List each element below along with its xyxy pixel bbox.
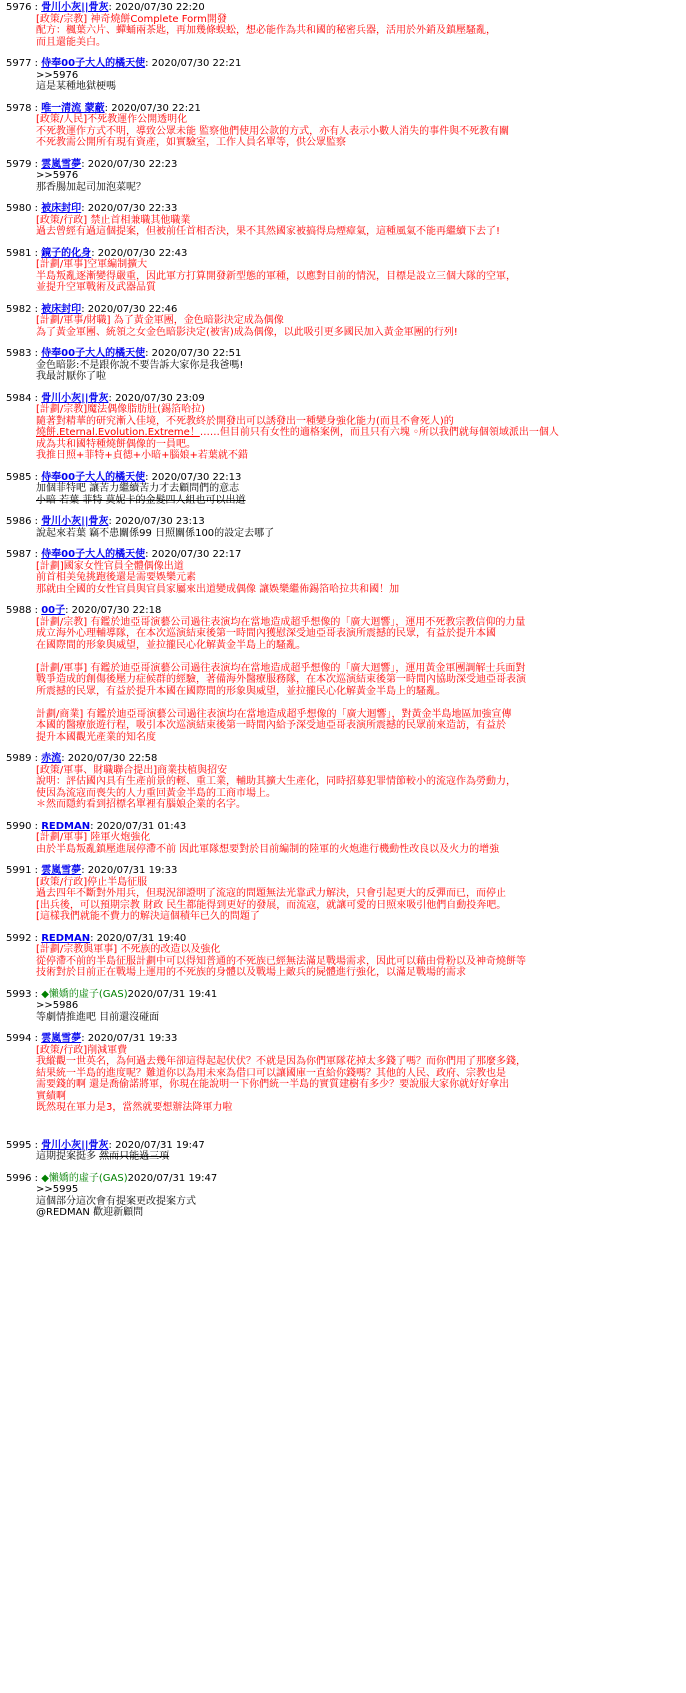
post-line: 我縱觀一世英名，為何過去幾年卻這得起起伏伏？不就是因為你們軍隊花掉太多錢了嗎？而你們用了那麼多錢，: [36, 1056, 526, 1067]
post-line: 這是某種地獄梗嗎: [36, 81, 116, 92]
separator: :: [108, 1139, 116, 1151]
post-datetime: 2020/07/30 22:23: [87, 158, 178, 170]
post-line: [政策/人民]不死教運作公開透明化: [36, 114, 188, 125]
post-line: [36, 697, 680, 709]
post-line: [計劃/宗教與軍事] 不死族的改造以及強化: [36, 944, 221, 955]
post-line: [這樣我們就能不費力的解決這個積年已久的問題了: [36, 911, 260, 922]
post-number: 5979: [6, 158, 32, 170]
post-line: 本國的醫療旅遊行程，吸引本次巡演結束後第一時間內給予深受迪亞哥表演所震撼的民眾前來造訪，有益於: [36, 720, 506, 731]
separator: :: [31, 158, 42, 170]
post-datetime: 2020/07/30 22:20: [115, 2, 205, 13]
post-body: [6, 1151, 680, 1163]
post-header: [6, 248, 680, 260]
separator: :: [145, 348, 152, 359]
post-line: 我最討厭你了啦: [36, 371, 106, 382]
post-body: [6, 315, 680, 338]
post-line: 成為共和國特種燒餅偶像的一員吧。: [36, 438, 196, 450]
post-line: 戰爭造成的創傷後壓力症候群的經驗，著備海外醫療服務隊，在本次巡演結束後第一時間內協助深受迪亞哥表演: [36, 674, 526, 685]
post-number: 5992: [6, 932, 32, 944]
post-datetime: 2020/07/30 22:58: [67, 753, 158, 764]
post: [6, 304, 680, 339]
separator: :: [31, 348, 42, 359]
post-header: [6, 304, 680, 316]
post-header: [6, 348, 680, 360]
post-line: [計劃/軍事/財職] 為了黃金軍團，金色暗影決定成為偶像: [36, 315, 284, 326]
separator: :: [81, 203, 88, 214]
separator: :: [31, 203, 42, 214]
post-datetime: 2020/07/31 19:33: [87, 865, 178, 876]
post-header: [6, 58, 680, 70]
post-line: 說起來若葉 竊不患關係99 日照關係100的設定去哪了: [36, 527, 275, 539]
separator: :: [31, 605, 42, 616]
line-segment: 這期提案挺多: [36, 1151, 100, 1162]
line-segment: 然而只能過三項: [99, 1151, 170, 1162]
author-link[interactable]: 00子: [41, 605, 66, 616]
post-header: [6, 516, 680, 528]
post-line: [36, 651, 680, 663]
post-datetime: 2020/07/30 22:43: [97, 247, 188, 259]
post-line: 需要錢的啊 還是喬偷諾將軍，你現在能說明一下你們統一半島的實質建樹有多少？要說服大家你就好好拿出: [36, 1079, 510, 1090]
post-body: [6, 404, 680, 462]
author-link[interactable]: REDMAN: [41, 932, 91, 944]
author-link[interactable]: 雲嵐雪夢: [41, 865, 82, 876]
separator: :: [31, 471, 42, 483]
post-datetime: 2020/07/30 22:51: [151, 348, 242, 359]
post-line: 為了黃金軍團、統領之女金色暗影決定(被害)成為偶像，以此吸引更多國民加入黃金軍團的行列!: [36, 326, 458, 338]
post-line: ＊然而隱約看到招標名單裡有腦娘企業的名字。: [36, 799, 246, 810]
post-line: [36, 1151, 680, 1163]
post-line: >>5976: [36, 69, 79, 81]
post-header: [6, 203, 680, 215]
separator: :: [90, 820, 97, 832]
post-body: [6, 170, 680, 193]
post-body: [6, 617, 680, 744]
post-body: [6, 877, 680, 923]
separator: :: [31, 820, 42, 832]
post-line: [政策/行政] 禁止首相兼職其他職業: [36, 214, 191, 226]
author-link[interactable]: 侍奉00子大人的橘天使: [41, 348, 146, 359]
post-datetime: 2020/07/31 19:41: [127, 988, 218, 1000]
author-link[interactable]: 骨川小灰||骨灰: [41, 2, 109, 13]
post: [6, 1173, 680, 1219]
post-line: [政策/宗教] 神奇燒餅Complete Form開發: [36, 13, 227, 25]
post-header: [6, 472, 680, 484]
post: [6, 549, 680, 595]
post-header: [6, 821, 680, 833]
author-link[interactable]: 骨川小灰||骨灰: [41, 392, 109, 404]
post-line: @REDMAN 歡迎新顧問: [36, 1207, 144, 1218]
separator: :: [145, 58, 152, 69]
post-datetime: 2020/07/30 23:09: [115, 392, 205, 404]
post-line: 那香腸加起司加泡菜呢？: [36, 181, 146, 193]
separator: :: [31, 247, 42, 259]
post-number: 5982: [6, 303, 32, 315]
post-number: 5993: [6, 988, 32, 1000]
separator: :: [31, 549, 42, 560]
post-body: [6, 1045, 680, 1114]
post-datetime: 2020/07/31 01:43: [96, 820, 187, 832]
post-line: 並提升空軍戰術及武器品質: [36, 282, 156, 293]
post-header: [6, 865, 680, 877]
post-line: 過去四年不斷對外用兵，但現況卻證明了流寇的問題無法光靠武力解決，只會引起更大的反彈而已，而停止: [36, 888, 506, 899]
post-line: 結果統一半島的進度呢？難道你以為用未來為借口可以讓國庫一直給你錢嗎？其他的人民、政府、宗教也是: [36, 1067, 506, 1079]
post-body: [6, 14, 680, 49]
separator: :: [108, 2, 116, 13]
line-segment: ……但目前只有女性的適格案例，而且只有六塊 ◦所以我們就每個領域派出一個人: [199, 427, 559, 438]
post-line: 由於半島叛亂鎮壓進展停滯不前 因此軍隊想要對於目前編制的陸軍的火炮進行機動性改良以及火力的增強: [36, 843, 500, 855]
post-number: 5994: [6, 1033, 32, 1044]
post-number: 5977: [6, 58, 32, 69]
post-line: [計劃/宗教] 有鑑於迪亞哥演藝公司過往表演均在當地造成超乎想像的「廣大迴響」，運用不死教宗教信仰的力量: [36, 616, 526, 628]
post-number: 5983: [6, 348, 32, 359]
post-number: 5984: [6, 392, 32, 404]
post-body: [6, 114, 680, 149]
post-datetime: 2020/07/31 19:47: [127, 1172, 218, 1184]
separator: :: [31, 865, 42, 876]
post-line: 說明：評估國內具有生產前景的輕、重工業，輔助其擴大生產化，同時招募犯罪情節較小的流寇作為勞動力，: [36, 776, 516, 787]
separator: :: [81, 158, 88, 170]
post-line: 金色暗影:不是跟你說不要告訴大家你是我爸嗎!: [36, 359, 244, 371]
post: [6, 933, 680, 979]
author-link[interactable]: 雲嵐雪夢: [41, 1033, 82, 1044]
post: [6, 472, 680, 507]
post-line: >>5976: [36, 170, 79, 181]
separator: :: [145, 471, 152, 483]
separator: :: [31, 1033, 42, 1044]
author-link[interactable]: 被床封印: [41, 203, 82, 214]
post: [6, 393, 680, 462]
post-header: [6, 1140, 680, 1152]
separator: :: [31, 988, 42, 1000]
post-header: [6, 549, 680, 561]
post: [6, 2, 680, 48]
separator: :: [61, 753, 68, 764]
post-line: >>5986: [36, 1000, 79, 1011]
post-line: 成立海外心理輔導隊，在本次巡演結束後第一時間內獲慰深受迪亞哥表演所震撼的民眾，有益於提升本國: [36, 628, 496, 639]
author-link[interactable]: 侍奉00子大人的橘天使: [41, 471, 146, 483]
separator: :: [108, 392, 116, 404]
post-datetime: 2020/07/30 22:33: [87, 203, 178, 214]
post-number: 5990: [6, 820, 32, 832]
post-header: [6, 393, 680, 405]
post-header: [6, 605, 680, 617]
post-line: 我推日照+菲特+貞德+小暗+腦娘+若葉就不錯: [36, 450, 248, 461]
post-datetime: 2020/07/30 22:17: [151, 549, 242, 560]
post-body: [6, 215, 680, 238]
post-header: [6, 2, 680, 14]
post: [6, 1033, 680, 1114]
post-line: [出兵後，可以預期宗教 財政 民生都能得到更好的發展，而流寇，就讓可愛的日照來吸引他們自動投奔吧。: [36, 899, 507, 911]
post: [6, 753, 680, 811]
post-body: [6, 528, 680, 540]
post-line: 小暗 若葉 菲特 莫妮卡的金髮四人組也可以出道: [36, 494, 246, 506]
post: [6, 248, 680, 294]
post-line: 使因為流寇而喪失的人力重回黃金半島的工商市場上。: [36, 787, 276, 799]
post-header: [6, 1033, 680, 1045]
post-header: [6, 753, 680, 765]
post-number: 5986: [6, 516, 32, 527]
post-line: [政策/軍事、財職聯合提出]商業扶植與招安: [36, 764, 228, 776]
post-number: 5976: [6, 2, 32, 13]
post: [6, 159, 680, 194]
author-link: ◆懶嬌的虛子(GAS): [41, 988, 128, 1000]
post-line: [計劃/軍事] 有鑑於迪亞哥演藝公司過往表演均在當地造成超乎想像的「廣大迴響」，運用黃金軍團調解士兵面對: [36, 662, 526, 674]
author-link[interactable]: 骨川小灰||骨灰: [41, 516, 109, 527]
author-link[interactable]: 骨川小灰||骨灰: [41, 1139, 109, 1151]
separator: :: [81, 303, 88, 315]
post-line: 這個部分這次會有提案更改提案方式: [36, 1195, 196, 1207]
author-link[interactable]: 鏡子的化身: [41, 247, 92, 259]
separator: :: [104, 102, 112, 114]
author-link[interactable]: 雲嵐雪夢: [41, 158, 82, 170]
post-body: [6, 561, 680, 596]
separator: :: [108, 516, 116, 527]
post-line: 加個菲特吧 讓苦力繼續苦力才去顧問們的意志: [36, 483, 240, 494]
post-line: 既然現在軍力是3，當然就要想辦法降軍力啦: [36, 1102, 233, 1113]
separator: :: [31, 102, 42, 114]
post-number: 5991: [6, 865, 32, 876]
separator: :: [91, 247, 98, 259]
post-header: [6, 103, 680, 115]
separator: :: [31, 516, 42, 527]
post-body: [6, 259, 680, 294]
post-line: 技術對於目前正在戰場上運用的不死族的身體以及戰場上敵兵的屍體進行強化，以滿足戰場的需求: [36, 967, 466, 978]
separator: :: [81, 865, 88, 876]
post-body: [6, 360, 680, 383]
post-line: [政策/行政]削減軍費: [36, 1044, 128, 1056]
post-line: 前首相美兔挑跑後還是需要娛樂元素: [36, 572, 196, 583]
post-line: [36, 427, 680, 439]
post: [6, 865, 680, 923]
post-body: [6, 1000, 680, 1023]
post-line: [計劃/軍事] 陸軍火炮強化: [36, 832, 151, 843]
post-body: [6, 944, 680, 979]
post: [6, 348, 680, 383]
post-line: 所震撼的民眾，有益於提升本國在國際間的形象與威望，並拉攏民心化解黃金半島上的騷亂。: [36, 685, 446, 697]
separator: :: [31, 1172, 42, 1184]
post-line: >>5995: [36, 1184, 79, 1195]
separator: :: [31, 303, 42, 315]
line-segment: 燒餅.Eternal.Evolution.Extreme！: [36, 427, 200, 438]
post-line: [計劃]國家女性官員全體偶像出道: [36, 560, 184, 572]
post-body: [6, 1184, 680, 1219]
separator: :: [31, 1139, 42, 1151]
post-datetime: 2020/07/30 22:13: [151, 471, 242, 483]
post: [6, 989, 680, 1024]
post-line: 不死教運作方式不明，導致公眾未能 監察他們使用公款的方式，亦有人表示小數人消失的事件與不死教有關: [36, 125, 510, 137]
post-line: 那就由全國的女性官員與官員家屬來出道變成偶像 讓娛樂繼佈錫箔哈拉共和國！加: [36, 583, 400, 595]
post: [6, 605, 680, 743]
separator: :: [145, 549, 152, 560]
post-header: [6, 1173, 680, 1185]
post-number: 5987: [6, 549, 32, 560]
separator: :: [31, 58, 42, 69]
post: [6, 1140, 680, 1163]
author-link[interactable]: 唯一清流 蒙蔽: [41, 102, 105, 114]
post-line: 半島叛亂逐漸變得嚴重，因此軍方打算開發新型態的軍種，以應對目前的情況，目標是設立三個大隊的空軍，: [36, 270, 516, 282]
post-line: 實績啊: [36, 1090, 66, 1102]
post-header: [6, 159, 680, 171]
post-line: 配方：楓葉六片、蟬蛹兩茶匙，再加幾條蜈蚣，想必能作為共和國的秘密兵器，活用於外銷及鎮壓騷亂，: [36, 25, 496, 36]
author-link[interactable]: 被床封印: [41, 303, 82, 315]
post-datetime: 2020/07/30 22:21: [111, 102, 201, 114]
author-link[interactable]: 赤流: [41, 753, 62, 764]
post-datetime: 2020/07/30 22:21: [151, 58, 242, 69]
author-link[interactable]: 侍奉00子大人的橘天使: [41, 549, 146, 560]
post-datetime: 2020/07/31 19:40: [96, 932, 187, 944]
post-line: 從停滯不前的半島征服計劃中可以得知普通的不死族已經無法滿足戰場需求，因此可以藉由骨粉以及神奇燒餅等: [36, 955, 526, 967]
post: [6, 58, 680, 93]
post-line: 隨著對精華的研究漸入佳境，不死教終於開發出可以誘發出一種變身強化能力(而且不會死人)的: [36, 415, 454, 427]
post-line: [政策/行政]停止半島征服: [36, 876, 148, 888]
post-number: 5978: [6, 102, 32, 114]
separator: :: [31, 2, 42, 13]
post-line: 不死教需公開所有現有資產，如實驗室，工作人員名單等，供公眾監察: [36, 137, 346, 148]
post-datetime: 2020/07/30 22:18: [71, 605, 162, 616]
post-body: [6, 765, 680, 811]
author-link[interactable]: 侍奉00子大人的橘天使: [41, 58, 146, 69]
post-number: 5988: [6, 605, 32, 616]
post-body: [6, 70, 680, 93]
separator: :: [31, 753, 42, 764]
post-body: [6, 483, 680, 506]
post-line: [計劃/宗教]魔法偶像脂肪肚(錫箔哈拉): [36, 404, 205, 415]
post-body: [6, 832, 680, 855]
post-line: 計劃/商業] 有鑑於迪亞哥演藝公司過往表演均在當地造成超乎想像的「廣大迴響」，對黃金半島地區加強宣傳: [36, 708, 512, 720]
author-link: ◆懶嬌的虛子(GAS): [41, 1172, 128, 1184]
post-datetime: 2020/07/31 19:47: [115, 1139, 205, 1151]
post-datetime: 2020/07/30 23:13: [115, 516, 205, 527]
separator: :: [31, 392, 42, 404]
separator: :: [90, 932, 97, 944]
post: [6, 516, 680, 539]
post-number: 5981: [6, 247, 32, 259]
post-line: 過去曾經有過這個提案，但被前任首相否決，果不其然國家被搞得烏煙瘴氣，這種風氣不能再繼續下去了!: [36, 226, 501, 237]
post-line: 等劇情推進吧 目前還沒碰面: [36, 1011, 160, 1023]
post-number: 5996: [6, 1172, 32, 1184]
post-datetime: 2020/07/30 22:46: [87, 303, 178, 315]
post: [6, 103, 680, 149]
post-number: 5985: [6, 471, 32, 483]
post-header: [6, 933, 680, 945]
separator: :: [81, 1033, 88, 1044]
author-link[interactable]: REDMAN: [41, 820, 91, 832]
post-line: [計劃/軍事]空軍編制擴大: [36, 259, 148, 270]
post-number: 5980: [6, 203, 32, 214]
post-datetime: 2020/07/31 19:33: [87, 1033, 178, 1044]
post: [6, 203, 680, 238]
separator: :: [31, 932, 42, 944]
post-line: 提升本國觀光產業的知名度: [36, 731, 156, 743]
post-number: 5989: [6, 753, 32, 764]
post-line: 而且還能美白。: [36, 36, 106, 48]
post-number: 5995: [6, 1139, 32, 1151]
separator: :: [65, 605, 72, 616]
post: [6, 821, 680, 856]
post-header: [6, 989, 680, 1001]
post-line: 在國際間的形象與威望，並拉攏民心化解黃金半島上的騷亂。: [36, 639, 306, 651]
